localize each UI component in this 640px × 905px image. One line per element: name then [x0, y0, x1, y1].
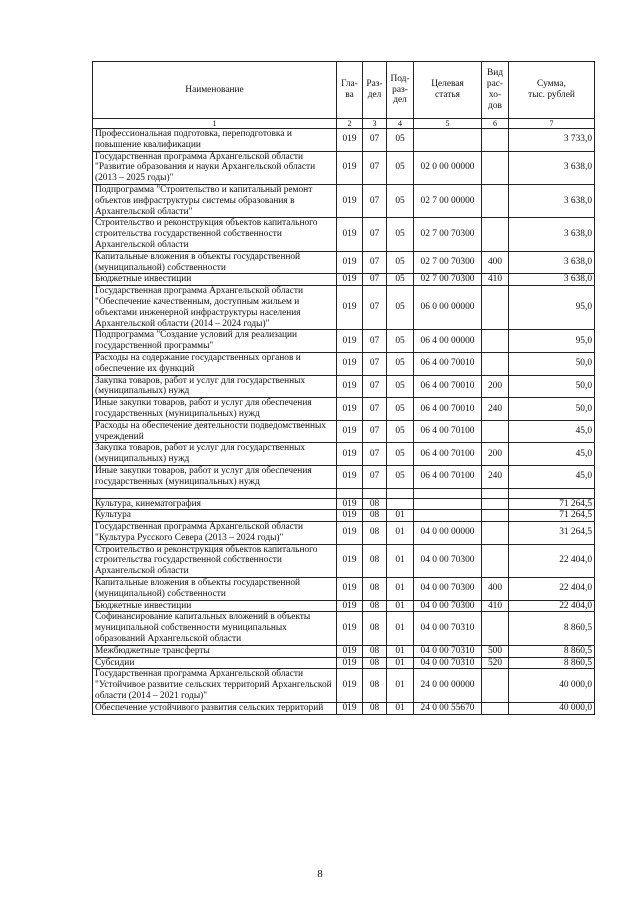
- cell-podrazdel: 05: [387, 398, 414, 421]
- cell-sum: 95,0: [509, 286, 595, 330]
- cell-glava: [337, 488, 363, 498]
- cell-vid: 400: [482, 251, 509, 274]
- cell-vid: 200: [482, 375, 509, 398]
- cell-razdel: 08: [363, 669, 387, 702]
- col-number: 6: [482, 119, 509, 129]
- cell-name: Культура: [93, 510, 337, 522]
- header-target: Целевая статья: [414, 62, 482, 119]
- cell-sum: 50,0: [509, 375, 595, 398]
- cell-razdel: 07: [363, 184, 387, 217]
- cell-razdel: [363, 488, 387, 498]
- cell-vid: [482, 330, 509, 353]
- cell-vid: 240: [482, 465, 509, 488]
- header-glava: Гла- ва: [337, 62, 363, 119]
- column-number-row: [93, 119, 595, 129]
- cell-podrazdel: 05: [387, 330, 414, 353]
- cell-sum: 8 860,5: [509, 645, 595, 657]
- table-row: [93, 612, 595, 645]
- cell-vid: [482, 184, 509, 217]
- cell-name: Закупка товаров, работ и услуг для государственных (муниципальных) нужд: [93, 443, 337, 466]
- cell-name: Софинансирование капитальных вложений в объекты муниципальной собственности муниципальных образований Архангельской области: [93, 612, 337, 645]
- cell-vid: 400: [482, 578, 509, 601]
- cell-target: 04 0 00 70300: [414, 544, 482, 577]
- cell-glava: 019: [337, 330, 363, 353]
- cell-name: Иные закупки товаров, работ и услуг для обеспечения государственных (муниципальных) нужд: [93, 465, 337, 488]
- cell-target: [414, 129, 482, 152]
- table-row: [93, 544, 595, 577]
- cell-razdel: 07: [363, 129, 387, 152]
- cell-target: 04 0 00 70310: [414, 657, 482, 669]
- cell-name: Межбюджетные трансферты: [93, 645, 337, 657]
- cell-target: 02 0 00 00000: [414, 151, 482, 184]
- cell-glava: 019: [337, 352, 363, 375]
- cell-podrazdel: 01: [387, 645, 414, 657]
- table-row: [93, 286, 595, 330]
- cell-target: 02 7 00 70300: [414, 274, 482, 286]
- cell-name: Государственная программа Архангельской области "Развитие образования и науки Архангельской области (2013 – 2025 годы)": [93, 151, 337, 184]
- header-name: Наименование: [93, 62, 337, 119]
- table-row: [93, 465, 595, 488]
- cell-name: Иные закупки товаров, работ и услуг для обеспечения государственных (муниципальных) нужд: [93, 398, 337, 421]
- cell-vid: 410: [482, 600, 509, 612]
- cell-target: 02 7 00 70300: [414, 218, 482, 251]
- cell-sum: 95,0: [509, 330, 595, 353]
- cell-name: Расходы на содержание государственных органов и обеспечение их функций: [93, 352, 337, 375]
- cell-podrazdel: 05: [387, 151, 414, 184]
- cell-sum: 45,0: [509, 465, 595, 488]
- cell-vid: [482, 151, 509, 184]
- cell-glava: 019: [337, 578, 363, 601]
- cell-target: 04 0 00 70310: [414, 612, 482, 645]
- cell-glava: 019: [337, 657, 363, 669]
- table-row: [93, 330, 595, 353]
- cell-sum: 71 264,5: [509, 510, 595, 522]
- cell-razdel: 08: [363, 522, 387, 545]
- cell-vid: [482, 498, 509, 510]
- col-number: 1: [93, 119, 337, 129]
- cell-target: 06 4 00 70100: [414, 443, 482, 466]
- table-row: [93, 600, 595, 612]
- cell-podrazdel: 05: [387, 375, 414, 398]
- cell-podrazdel: 01: [387, 657, 414, 669]
- table-row: [93, 522, 595, 545]
- cell-podrazdel: 05: [387, 218, 414, 251]
- cell-podrazdel: 05: [387, 286, 414, 330]
- cell-glava: 019: [337, 420, 363, 443]
- cell-vid: [482, 544, 509, 577]
- cell-sum: 3 733,0: [509, 129, 595, 152]
- page-number: 8: [317, 868, 323, 880]
- table-row: [93, 498, 595, 510]
- cell-razdel: 07: [363, 352, 387, 375]
- cell-glava: 019: [337, 645, 363, 657]
- cell-target: 04 0 00 70300: [414, 578, 482, 601]
- cell-vid: 500: [482, 645, 509, 657]
- cell-podrazdel: 01: [387, 612, 414, 645]
- cell-sum: 8 860,5: [509, 612, 595, 645]
- cell-razdel: 07: [363, 420, 387, 443]
- cell-podrazdel: 05: [387, 274, 414, 286]
- cell-podrazdel: [387, 498, 414, 510]
- cell-name: Государственная программа Архангельской области "Обеспечение качественным, доступным жильем и объектами инженерной инфраструктуры населения Архангельской области (2014 – 2024 годы)": [93, 286, 337, 330]
- cell-target: 02 7 00 00000: [414, 184, 482, 217]
- cell-target: 04 0 00 70300: [414, 600, 482, 612]
- cell-name: Строительство и реконструкция объектов капитального строительства государственной собственности Архангельской области: [93, 218, 337, 251]
- cell-name: Государственная программа Архангельской области "Культура Русского Севера (2013 – 2024 годы)": [93, 522, 337, 545]
- cell-name: Государственная программа Архангельской области "Устойчивое развитие сельских территорий Архангельской области (2014 – 2021 годы)": [93, 669, 337, 702]
- cell-razdel: 07: [363, 286, 387, 330]
- cell-podrazdel: 01: [387, 578, 414, 601]
- cell-podrazdel: 01: [387, 522, 414, 545]
- col-number: 7: [509, 119, 595, 129]
- col-number: 2: [337, 119, 363, 129]
- cell-podrazdel: 05: [387, 251, 414, 274]
- cell-razdel: 08: [363, 612, 387, 645]
- cell-sum: [509, 488, 595, 498]
- cell-glava: 019: [337, 443, 363, 466]
- cell-sum: 3 638,0: [509, 184, 595, 217]
- cell-sum: 40 000,0: [509, 702, 595, 714]
- cell-name: Закупка товаров, работ и услуг для государственных (муниципальных) нужд: [93, 375, 337, 398]
- header-sum: Сумма, тыс. рублей: [509, 62, 595, 119]
- cell-vid: [482, 522, 509, 545]
- table-row: [93, 669, 595, 702]
- cell-vid: [482, 286, 509, 330]
- cell-target: 06 4 00 00000: [414, 330, 482, 353]
- col-number: 4: [387, 119, 414, 129]
- cell-target: 04 0 00 70310: [414, 645, 482, 657]
- cell-razdel: 07: [363, 443, 387, 466]
- cell-glava: 019: [337, 498, 363, 510]
- table-row: [93, 274, 595, 286]
- cell-razdel: 07: [363, 465, 387, 488]
- cell-glava: 019: [337, 251, 363, 274]
- cell-target: 06 4 00 70100: [414, 420, 482, 443]
- cell-vid: [482, 488, 509, 498]
- cell-vid: [482, 420, 509, 443]
- cell-podrazdel: 05: [387, 443, 414, 466]
- cell-vid: 520: [482, 657, 509, 669]
- cell-vid: 240: [482, 398, 509, 421]
- budget-table: [92, 61, 595, 715]
- cell-target: [414, 510, 482, 522]
- cell-glava: 019: [337, 184, 363, 217]
- cell-sum: 45,0: [509, 443, 595, 466]
- cell-vid: [482, 218, 509, 251]
- cell-sum: 45,0: [509, 420, 595, 443]
- cell-target: 04 0 00 00000: [414, 522, 482, 545]
- cell-target: 06 4 00 70010: [414, 375, 482, 398]
- cell-glava: 019: [337, 218, 363, 251]
- table-row: [93, 488, 595, 498]
- cell-vid: 200: [482, 443, 509, 466]
- cell-vid: [482, 129, 509, 152]
- cell-razdel: 07: [363, 375, 387, 398]
- cell-glava: 019: [337, 375, 363, 398]
- cell-sum: 31 264,5: [509, 522, 595, 545]
- table-row: [93, 398, 595, 421]
- cell-vid: [482, 669, 509, 702]
- table-row: [93, 151, 595, 184]
- cell-podrazdel: 01: [387, 600, 414, 612]
- cell-target: 06 4 00 70010: [414, 398, 482, 421]
- cell-name: Бюджетные инвестиции: [93, 274, 337, 286]
- cell-sum: 40 000,0: [509, 669, 595, 702]
- cell-sum: 50,0: [509, 352, 595, 375]
- table-row: [93, 184, 595, 217]
- cell-vid: [482, 702, 509, 714]
- table-row: [93, 420, 595, 443]
- cell-podrazdel: 05: [387, 465, 414, 488]
- cell-name: Капитальные вложения в объекты государственной (муниципальной) собственности: [93, 578, 337, 601]
- cell-razdel: 08: [363, 657, 387, 669]
- cell-glava: 019: [337, 398, 363, 421]
- table-row: [93, 645, 595, 657]
- table-row: [93, 129, 595, 152]
- cell-target: 24 0 00 55670: [414, 702, 482, 714]
- cell-glava: 019: [337, 600, 363, 612]
- cell-vid: [482, 352, 509, 375]
- table-row: [93, 510, 595, 522]
- cell-name: Расходы на обеспечение деятельности подведомственных учреждений: [93, 420, 337, 443]
- cell-sum: 22 404,0: [509, 578, 595, 601]
- cell-glava: 019: [337, 286, 363, 330]
- cell-glava: 019: [337, 129, 363, 152]
- cell-glava: 019: [337, 465, 363, 488]
- table-row: [93, 352, 595, 375]
- cell-podrazdel: 05: [387, 184, 414, 217]
- cell-glava: 019: [337, 544, 363, 577]
- cell-sum: 71 264,5: [509, 498, 595, 510]
- table-row: [93, 657, 595, 669]
- header-podrazdel: Под- раз- дел: [387, 62, 414, 119]
- cell-razdel: 08: [363, 578, 387, 601]
- cell-sum: 3 638,0: [509, 218, 595, 251]
- header-row: [93, 62, 595, 119]
- cell-name: Обеспечение устойчивого развития сельских территорий: [93, 702, 337, 714]
- cell-name: Подпрограмма "Создание условий для реализации государственной программы": [93, 330, 337, 353]
- cell-razdel: 07: [363, 398, 387, 421]
- header-vid: Вид рас- хо- дов: [482, 62, 509, 119]
- cell-podrazdel: 01: [387, 510, 414, 522]
- cell-name: Капитальные вложения в объекты государственной (муниципальной) собственности: [93, 251, 337, 274]
- cell-vid: [482, 510, 509, 522]
- cell-razdel: 07: [363, 274, 387, 286]
- cell-podrazdel: 01: [387, 702, 414, 714]
- col-number: 5: [414, 119, 482, 129]
- cell-razdel: 08: [363, 510, 387, 522]
- cell-target: 06 0 00 00000: [414, 286, 482, 330]
- cell-sum: 50,0: [509, 398, 595, 421]
- cell-name: Строительство и реконструкция объектов капитального строительства государственной собственности Архангельской области: [93, 544, 337, 577]
- table-row: [93, 578, 595, 601]
- cell-razdel: 08: [363, 645, 387, 657]
- table-row: [93, 251, 595, 274]
- cell-name: Культура, кинематография: [93, 498, 337, 510]
- cell-target: [414, 488, 482, 498]
- table-body: [93, 129, 595, 715]
- cell-sum: 22 404,0: [509, 544, 595, 577]
- cell-razdel: 07: [363, 151, 387, 184]
- cell-sum: 3 638,0: [509, 274, 595, 286]
- cell-target: [414, 498, 482, 510]
- cell-glava: 019: [337, 151, 363, 184]
- cell-name: [93, 488, 337, 498]
- cell-glava: 019: [337, 510, 363, 522]
- table-row: [93, 218, 595, 251]
- cell-glava: 019: [337, 274, 363, 286]
- cell-razdel: 08: [363, 544, 387, 577]
- cell-podrazdel: 01: [387, 669, 414, 702]
- cell-podrazdel: 05: [387, 420, 414, 443]
- cell-razdel: 08: [363, 702, 387, 714]
- cell-target: 06 4 00 70100: [414, 465, 482, 488]
- cell-razdel: 08: [363, 498, 387, 510]
- cell-name: Бюджетные инвестиции: [93, 600, 337, 612]
- cell-podrazdel: 05: [387, 352, 414, 375]
- cell-name: Субсидии: [93, 657, 337, 669]
- cell-podrazdel: 05: [387, 129, 414, 152]
- table-row: [93, 702, 595, 714]
- cell-podrazdel: [387, 488, 414, 498]
- cell-vid: [482, 612, 509, 645]
- cell-target: 24 0 00 00000: [414, 669, 482, 702]
- cell-razdel: 07: [363, 330, 387, 353]
- table-row: [93, 443, 595, 466]
- cell-name: Подпрограмма "Строительство и капитальный ремонт объектов инфраструктуры системы образования в Архангельской области": [93, 184, 337, 217]
- cell-target: 06 4 00 70010: [414, 352, 482, 375]
- header-razdel: Раз- дел: [363, 62, 387, 119]
- cell-sum: 8 860,5: [509, 657, 595, 669]
- cell-razdel: 08: [363, 600, 387, 612]
- cell-razdel: 07: [363, 251, 387, 274]
- cell-glava: 019: [337, 522, 363, 545]
- cell-name: Профессиональная подготовка, переподготовка и повышение квалификации: [93, 129, 337, 152]
- cell-sum: 3 638,0: [509, 151, 595, 184]
- cell-razdel: 07: [363, 218, 387, 251]
- cell-sum: 22 404,0: [509, 600, 595, 612]
- cell-sum: 3 638,0: [509, 251, 595, 274]
- cell-glava: 019: [337, 612, 363, 645]
- cell-glava: 019: [337, 702, 363, 714]
- table-row: [93, 375, 595, 398]
- cell-target: 02 7 00 70300: [414, 251, 482, 274]
- cell-podrazdel: 01: [387, 544, 414, 577]
- cell-vid: 410: [482, 274, 509, 286]
- col-number: 3: [363, 119, 387, 129]
- cell-glava: 019: [337, 669, 363, 702]
